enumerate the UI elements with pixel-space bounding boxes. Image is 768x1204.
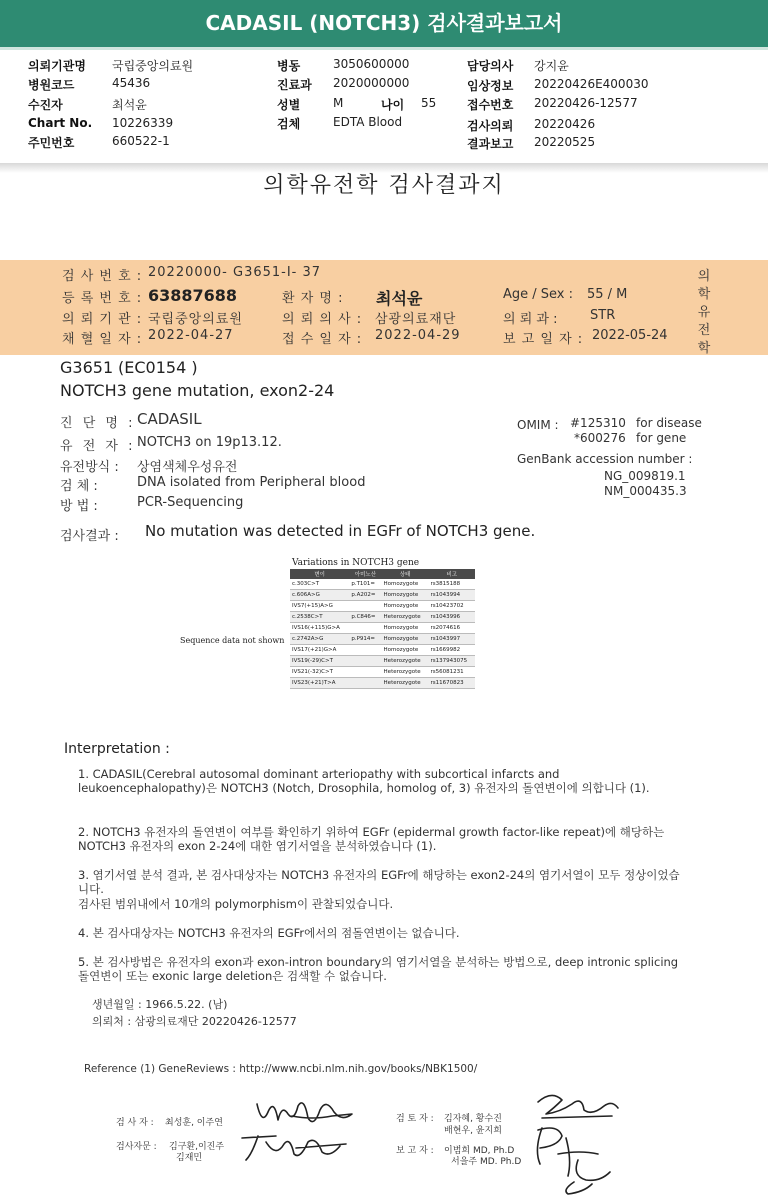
table-cell [349,601,381,612]
table-cell: IVS16(+115)G>A [290,623,349,634]
document-title: 의학유전학 검사결과지 [263,173,505,198]
header-value-age: 55 [421,96,437,110]
diagnosis-value: CADASIL [137,410,202,428]
test-code-paren: (EC0154 ) [118,358,198,377]
table-cell: rs3815188 [429,579,475,590]
table-row [290,601,475,612]
header-value: 660522-1 [112,134,170,148]
dept-label: 의 뢰 과 : [503,312,558,327]
omim-gene-id: *600276 [574,431,626,445]
table-cell: IVS17(+21)G>A [290,645,349,656]
reviewer-names: 배현우, 윤지희 [444,1126,502,1136]
omim-label: OMIM : [517,418,559,432]
column-header: 비고 [429,569,475,579]
interpretation-item-3b: 검사된 범위내에서 10개의 polymorphism이 관찰되었습니다. [78,897,394,911]
header-value: 2020000000 [333,76,410,90]
side-label-char: 전 [697,323,711,338]
age-sex-value: 55 / M [587,287,628,302]
requester: 의뢰처 : 삼광의료재단 20220426-12577 [92,1015,297,1028]
test-no-value: 20220000- G3651-I- 37 [148,265,322,280]
report-title: CADASIL (NOTCH3) 검사결과보고서 [205,11,563,35]
variations-title: Variations in NOTCH3 gene [292,558,420,568]
specimen-label: 검 체 : [60,479,98,494]
age-sex-label: Age / Sex : [503,287,574,302]
table-cell: c.2538C>T [290,612,349,623]
reporter-names: 서을주 MD. Ph.D [451,1157,522,1167]
table-cell: Homozygote [382,634,429,645]
table-cell: Heterozygote [382,612,429,623]
consultant-names: 김구환,이진주 [169,1142,225,1152]
consultant-signature [236,1128,356,1164]
header-value: 최석윤 [112,98,147,112]
table-cell: p.A202= [349,590,381,601]
table-cell: c.606A>G [290,590,349,601]
reviewer-label: 검 토 자 : [396,1114,434,1124]
header-label: 진료과 [277,78,312,92]
header-value: 20220426 [534,117,596,131]
table-row [290,645,475,656]
gene-value: NOTCH3 on 19p13.12. [137,435,282,450]
inheritance-label: 유전방식 : [60,460,119,475]
interpretation-item-2: 2. NOTCH3 유전자의 돌연변이 여부를 확인하기 위하여 EGFr (epidermal growth factor-like repeat)에 해당하는 NOTCH3 유전자의 exon 2-24에 대한 염기서열을 분석하였습니다 (1). [78,825,665,853]
header-label: 검사의뢰 [467,119,514,133]
table-cell [349,623,381,634]
table-cell [349,656,381,667]
header-label: 결과보고 [467,137,514,151]
header-value: M [333,96,344,110]
table-row [290,656,475,667]
method-value: PCR-Sequencing [137,495,244,510]
table-row [290,667,475,678]
header-value: 45436 [112,76,151,90]
interpretation-item-4: 4. 본 검사대상자는 NOTCH3 유전자의 EGFr에서의 점돌연변이는 없습니다. [78,926,460,940]
table-cell: rs1043996 [429,612,475,623]
specimen-value: DNA isolated from Peripheral blood [137,475,366,490]
header-label: 접수번호 [467,98,514,112]
table-cell: Homozygote [382,601,429,612]
header-label: 병동 [277,59,301,73]
omim-disease-text: for disease [636,416,702,430]
report-title-bar [0,0,768,47]
table-header-row [290,569,475,579]
table-cell: rs2074616 [429,623,475,634]
interpretation-item-5: 5. 본 검사방법은 유전자의 exon과 exon-intron boundary의 염기서열을 분석하는 방법으로, deep intronic splicing 돌연변이 또는 exonic large deletion은 검색할 수 없습니다. [78,955,679,983]
table-cell: IVS23(+21)T>A [290,678,349,689]
method-label: 방 법 : [60,499,98,514]
reviewer-names: 김자혜, 황수진 [444,1114,502,1124]
table-cell: p.T101= [349,579,381,590]
header-value: 20220426E400030 [534,77,649,91]
header-label: 성별 [277,98,301,112]
gene-label: 유 전 자 : [60,439,136,454]
test-no-label: 검 사 번 호 : [62,269,143,284]
table-cell: rs137943075 [429,656,475,667]
side-label-char: 학 [697,341,711,356]
patient-name-value: 최석윤 [376,289,423,308]
table-cell: rs10423702 [429,601,475,612]
inheritance-value: 상염색체우성유전 [137,460,238,475]
table-cell: Homozygote [382,579,429,590]
genbank-label: GenBank accession number : [517,452,693,466]
table-row [290,579,475,590]
reg-no-label: 등 록 번 호 : [62,291,143,306]
report-date-label: 보 고 일 자 : [503,332,584,347]
header-value: 20220426-12577 [534,96,638,110]
table-cell: IVS21(-32)C>T [290,667,349,678]
reporter-names: 이범희 MD, Ph.D [444,1146,515,1156]
table-cell: c.2742A>G [290,634,349,645]
header-label: 검체 [277,117,301,131]
table-cell: rs1043997 [429,634,475,645]
reporter-label: 보 고 자 : [396,1146,434,1156]
consultant-label: 검사자문 : [116,1142,157,1152]
examiner-label: 검 사 자 : [116,1118,154,1128]
diagnosis-label: 진 단 명 : [60,416,136,431]
table-cell: rs56081231 [429,667,475,678]
doctor-label: 의 뢰 의 사 : [282,312,363,327]
table-cell: rs1669982 [429,645,475,656]
institution-label: 의 뢰 기 관 : [62,312,143,327]
header-label-age: 나이 [381,98,405,112]
collect-date-value: 2022-04-27 [148,328,234,343]
genbank-acc-1: NG_009819.1 [604,469,686,483]
header-value: 20220525 [534,135,596,149]
table-cell: p.P914= [349,634,381,645]
header-label: 주민번호 [28,136,75,150]
genbank-acc-2: NM_000435.3 [604,484,687,498]
table-cell: rs11670823 [429,678,475,689]
header-label: 의뢰기관명 [28,59,86,73]
table-row [290,623,475,634]
interpretation-heading: Interpretation : [64,741,170,757]
table-cell: Heterozygote [382,656,429,667]
table-cell: p.C846= [349,612,381,623]
omim-disease-id: #125310 [570,416,626,430]
interpretation-item-1: 1. CADASIL(Cerebral autosomal dominant arteriopathy with subcortical infarcts and leukoencephalopathy)은 NOTCH3 (Notch, Drosophila, homolog of, 3) 유전자의 돌연변이에 의합니다 (1). [78,767,650,795]
table-cell: IVS7(+15)A>G [290,601,349,612]
interpretation-item-3: 3. 염기서열 분석 결과, 본 검사대상자는 NOTCH3 유전자의 EGFr에 해당하는 exon2-24의 염기서열이 모두 정상이었습니다. [78,868,680,896]
header-label: 병원코드 [28,78,75,92]
side-label-char: 의 [697,269,711,284]
omim-gene-text: for gene [636,431,687,445]
report-date-value: 2022-05-24 [592,328,668,343]
column-header: 변이 [290,569,349,579]
side-label-char: 학 [697,287,711,302]
table-row [290,634,475,645]
table-cell [349,678,381,689]
examiner-signature [252,1092,362,1132]
header-value: 3050600000 [333,57,410,71]
dept-value: STR [590,308,616,323]
header-label: Chart No. [28,116,93,130]
collect-date-label: 채 혈 일 자 : [62,332,143,347]
receipt-date-label: 접 수 일 자 : [282,332,363,347]
reference: Reference (1) GeneReviews : http://www.ncbi.nlm.nih.gov/books/NBK1500/ [84,1063,478,1075]
table-cell: Homozygote [382,623,429,634]
header-label: 임상정보 [467,79,514,93]
reg-no-value: 63887688 [148,286,238,305]
doctor-value: 삼광의료재단 [375,312,457,327]
header-label: 담당의사 [467,59,514,73]
result-text: No mutation was detected in EGFr of NOTCH3 gene. [145,522,536,540]
test-name: NOTCH3 gene mutation, exon2-24 [60,381,335,400]
title-underline [0,47,768,50]
header-label: 수진자 [28,98,63,112]
patient-name-label: 환 자 명 : [282,291,344,306]
table-cell: rs1043994 [429,590,475,601]
test-code: G3651 [60,358,114,377]
table-cell [349,645,381,656]
header-value: 강지윤 [534,59,569,73]
table-cell: IVS19(-29)C>T [290,656,349,667]
table-row [290,590,475,601]
table-cell: c.303C>T [290,579,349,590]
header-value: EDTA Blood [333,115,403,129]
variations-table [290,569,475,689]
table-cell: Homozygote [382,645,429,656]
sequence-note: Sequence data not shown [180,636,285,645]
column-header: 상태 [382,569,429,579]
table-cell: Heterozygote [382,678,429,689]
side-label-char: 유 [697,305,711,320]
table-cell: Homozygote [382,590,429,601]
receipt-date-value: 2022-04-29 [375,328,461,343]
table-cell [349,667,381,678]
result-label: 검사결과 : [60,529,119,544]
header-value: 10226339 [112,116,174,130]
examiner-names: 최성훈, 이주연 [165,1118,223,1128]
table-row [290,612,475,623]
table-row [290,678,475,689]
column-header: 아미노산 [349,569,381,579]
birth-date: 생년월일 : 1966.5.22. (남) [92,998,228,1011]
header-value: 국립중앙의료원 [112,59,194,73]
reporter-signature [528,1120,618,1196]
consultant-names: 김재민 [176,1153,203,1163]
institution-value: 국립중앙의료원 [148,312,243,327]
variations-table-body [290,579,475,689]
table-cell: Heterozygote [382,667,429,678]
